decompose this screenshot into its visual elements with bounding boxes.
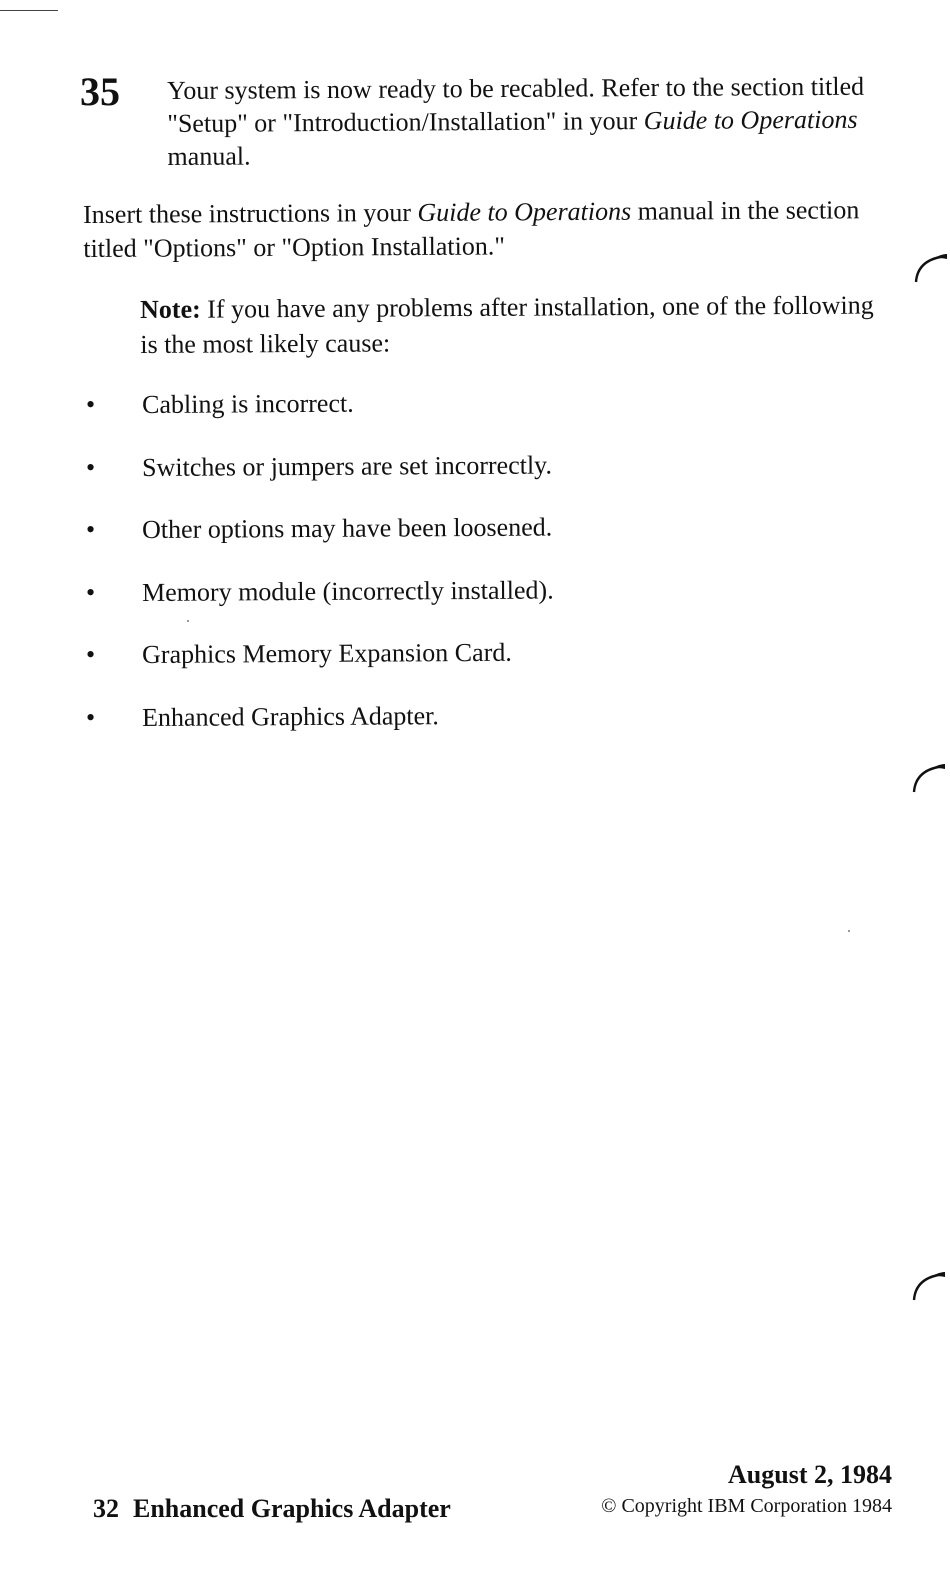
step-guide-title: Guide to Operations — [643, 104, 858, 136]
list-item-text: Memory module (incorrectly installed). — [142, 574, 554, 607]
bullet-icon: • — [86, 515, 96, 544]
step-text-start: Your system is now ready to be recabled. Refer to the section titled "Setup" or "Introduction/Installation" in your — [167, 71, 865, 138]
list-item-text: Cabling is incorrect. — [142, 388, 354, 419]
step-text-end: manual. — [167, 141, 251, 171]
page-number: 32 — [93, 1494, 119, 1523]
binder-hole-mark-icon — [914, 250, 948, 284]
step-number: 35 — [80, 69, 120, 114]
list-item-text: Enhanced Graphics Adapter. — [142, 700, 439, 732]
insert-text-start: Insert these instructions in your — [83, 197, 418, 229]
scan-speck — [187, 620, 189, 622]
binder-hole-mark-icon — [912, 760, 946, 794]
list-item — [86, 576, 786, 639]
bullet-icon: • — [86, 640, 96, 669]
page-footer-title — [93, 1494, 451, 1524]
list-item-text: Other options may have been loosened. — [142, 512, 553, 544]
cause-list — [86, 388, 786, 763]
scan-speck — [848, 930, 850, 932]
note-label: Note: — [140, 294, 201, 324]
bullet-icon: • — [86, 390, 96, 419]
publication-date: August 2, 1984 — [728, 1460, 892, 1489]
list-item — [86, 701, 786, 764]
insert-guide-title: Guide to Operations — [417, 196, 632, 227]
note-text: If you have any problems after installation, one of the following is the most likely cause: — [140, 290, 874, 359]
list-item-text: Graphics Memory Expansion Card. — [142, 637, 512, 669]
top-rule — [0, 10, 58, 11]
step-text — [167, 70, 868, 173]
binder-hole-mark-icon — [912, 1268, 946, 1302]
insert-text-end: manual in the section titled "Options" or "Option Installation." — [83, 195, 860, 263]
bullet-icon: • — [86, 702, 96, 732]
list-item-text: Switches or jumpers are set incorrectly. — [142, 449, 553, 482]
list-item — [86, 388, 786, 451]
copyright-notice: © Copyright IBM Corporation 1984 — [601, 1495, 892, 1517]
bullet-icon: • — [86, 452, 96, 482]
note-paragraph — [140, 287, 880, 362]
bullet-icon: • — [86, 577, 96, 607]
manual-title: Enhanced Graphics Adapter — [133, 1494, 451, 1523]
insert-instructions — [83, 193, 883, 266]
list-item — [86, 638, 786, 701]
list-item — [86, 513, 786, 576]
list-item — [86, 451, 786, 514]
